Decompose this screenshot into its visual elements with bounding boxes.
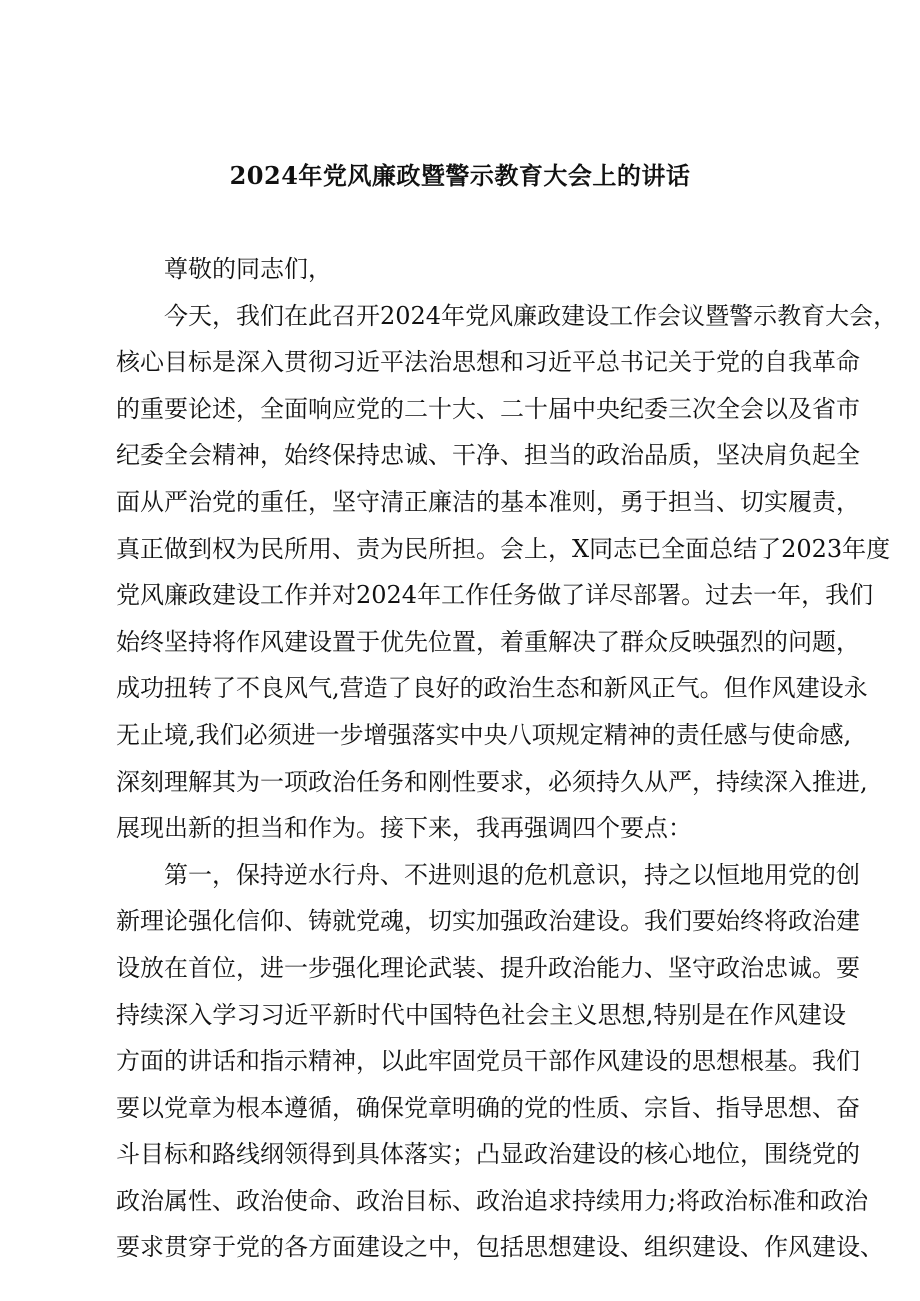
paragraph-1-line: 的重要论述，全面响应党的二十大、二十届中央纪委三次全会以及省市 — [116, 394, 860, 423]
paragraph-2-line: 新理论强化信仰、铸就党魂，切实加强政治建设。我们要始终将政治建 — [116, 907, 860, 936]
paragraph-2-line: 要以党章为根本遵循，确保党章明确的党的性质、宗旨、指导思想、奋 — [116, 1093, 860, 1122]
paragraph-2-line: 要求贯穿于党的各方面建设之中，包括思想建设、组织建设、作风建设、 — [116, 1233, 884, 1262]
paragraph-2-line: 设放在首位，进一步强化理论武装、提升政治能力、坚守政治忠诚。要 — [116, 953, 860, 982]
paragraph-1-line: 始终坚持将作风建设置于优先位置，着重解决了群众反映强烈的问题， — [116, 627, 860, 656]
paragraph-2-line: 斗目标和路线纲领得到具体落实；凸显政治建设的核心地位，围绕党的 — [116, 1140, 860, 1169]
document-title: 2024年党风廉政暨警示教育大会上的讲话 — [229, 161, 691, 190]
paragraph-1-line: 成功扭转了不良风气,营造了良好的政治生态和新风正气。但作风建设永 — [116, 674, 868, 703]
paragraph-1-line: 纪委全会精神，始终保持忠诚、干净、担当的政治品质，坚决肩负起全 — [116, 441, 860, 470]
paragraph-1-line: 党风廉政建设工作并对2024年工作任务做了详尽部署。过去一年，我们 — [116, 581, 874, 610]
paragraph-1-line: 深刻理解其为一项政治任务和刚性要求，必须持久从严，持续深入推进, — [116, 767, 868, 796]
paragraph-1-line: 今天，我们在此召开2024年党风廉政建设工作会议暨警示教育大会， — [164, 301, 898, 330]
paragraph-2-line: 第一，保持逆水行舟、不进则退的危机意识，持之以恒地用党的创 — [164, 860, 860, 889]
paragraph-1-line: 无止境,我们必须进一步增强落实中央八项规定精神的责任感与使命感, — [116, 720, 852, 749]
paragraph-1-line: 展现出新的担当和作为。接下来，我再强调四个要点： — [116, 814, 692, 843]
paragraph-1-line: 面从严治党的重任，坚守清正廉洁的基本准则，勇于担当、切实履责， — [116, 487, 860, 516]
greeting: 尊敬的同志们， — [164, 255, 332, 283]
paragraph-2-line: 政治属性、政治使命、政治目标、政治追求持续用力;将政治标准和政治 — [116, 1186, 869, 1215]
paragraph-1-line: 核心目标是深入贯彻习近平法治思想和习近平总书记关于党的自我革命 — [116, 348, 860, 377]
paragraph-1-line: 真正做到权为民所用、责为民所担。会上，X同志已全面总结了2023年度 — [116, 534, 891, 563]
document-body — [116, 246, 898, 1271]
paragraph-2-line: 持续深入学习习近平新时代中国特色社会主义思想,特别是在作风建设 — [116, 1000, 846, 1029]
paragraph-2-line: 方面的讲话和指示精神，以此牢固党员干部作风建设的思想根基。我们 — [116, 1047, 860, 1076]
